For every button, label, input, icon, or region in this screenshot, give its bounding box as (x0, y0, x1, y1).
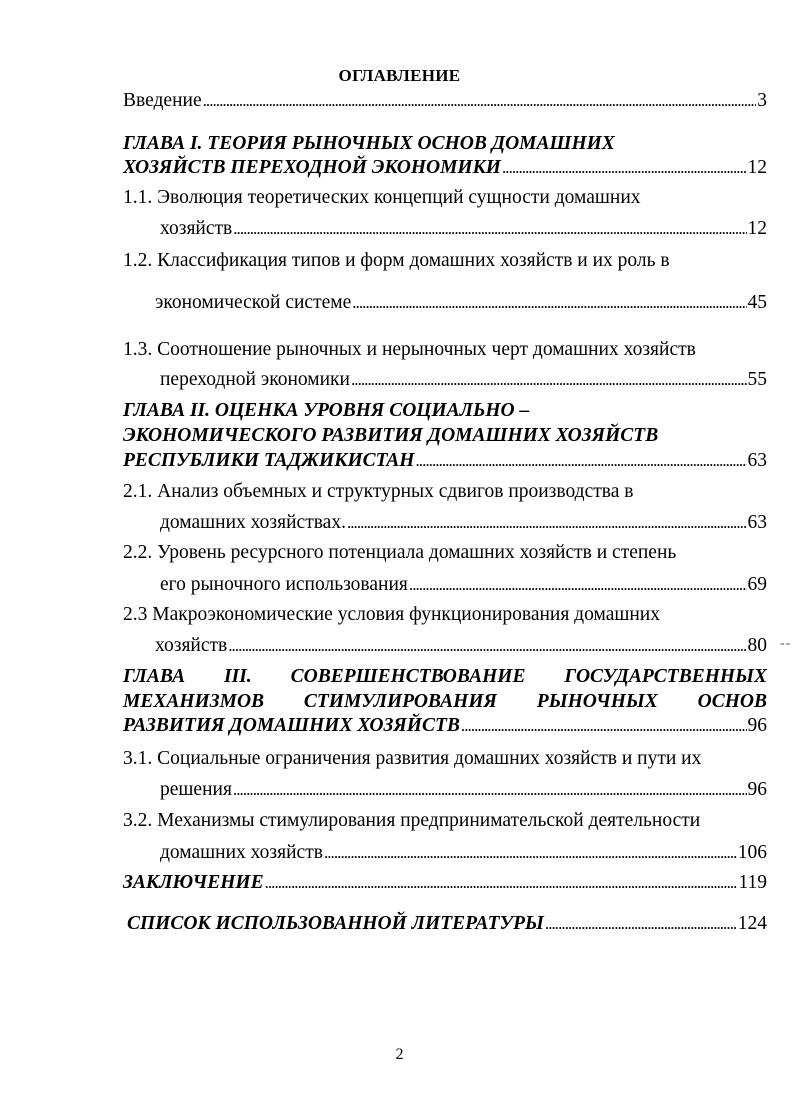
toc-entry-conclusion[interactable] (123, 870, 767, 896)
toc-entry-chapter-1[interactable] (123, 155, 767, 181)
dot-leader (203, 88, 757, 114)
toc-entry-section-1-2[interactable] (155, 290, 767, 316)
toc-entry-section-1-1[interactable] (160, 216, 767, 242)
dot-leader (233, 777, 747, 803)
toc-entry-section-2-3[interactable] (155, 633, 767, 659)
toc-page-number: 96 (747, 779, 767, 800)
dot-leader (351, 367, 747, 393)
toc-title: ОГЛАВЛЕНИЕ (338, 66, 461, 85)
chapter-3-word: ОСНОВ (697, 691, 767, 712)
toc-page-number: 124 (737, 913, 767, 934)
toc-page-number: 63 (747, 450, 767, 471)
chapter-3-word: III. (224, 666, 252, 687)
chapter-3-word: МЕХАНИЗМОВ (123, 691, 265, 712)
toc-page-number: 45 (747, 292, 767, 313)
chapter-1-title-line1: ГЛАВА I. ТЕОРИЯ РЫНОЧНЫХ ОСНОВ ДОМАШНИХ (123, 133, 615, 154)
toc-page-number: 119 (738, 872, 767, 893)
toc-entry-section-2-2[interactable] (160, 572, 767, 598)
toc-page-number: 12 (747, 218, 767, 239)
toc-page-number: 69 (747, 574, 767, 595)
toc-page-number: 106 (737, 842, 767, 863)
dot-leader (233, 216, 746, 242)
chapter-2-title-line1: ГЛАВА II. ОЦЕНКА УРОВНЯ СОЦИАЛЬНО – (123, 400, 530, 421)
chapter-3-word: РЫНОЧНЫХ (536, 691, 658, 712)
section-2-2-line1: 2.2. Уровень ресурсного потенциала домашних хозяйств и степень (123, 542, 677, 563)
dot-leader (324, 840, 737, 866)
section-3-2-line1: 3.2. Механизмы стимулирования предпринимательской деятельности (123, 810, 701, 831)
toc-entry-references[interactable] (127, 911, 767, 937)
section-1-1-line2: хозяйств (160, 218, 233, 239)
section-1-3-line1: 1.3. Соотношение рыночных и нерыночных черт домашних хозяйств (123, 339, 696, 360)
chapter-3-word: СОВЕРШЕНСТВОВАНИЕ (290, 666, 526, 687)
dot-leader (347, 510, 747, 536)
chapter-3-title-line3: РАЗВИТИЯ ДОМАШНИХ ХОЗЯЙСТВ (123, 715, 460, 736)
dot-leader (415, 448, 746, 474)
toc-entry-intro[interactable] (123, 88, 767, 114)
section-1-1-line1: 1.1. Эволюция теоретических концепций сущности домашних (123, 187, 641, 208)
conclusion-title: ЗАКЛЮЧЕНИЕ (123, 872, 264, 893)
dot-leader (502, 155, 747, 181)
toc-entry-chapter-3[interactable] (123, 713, 767, 739)
toc-entry-section-3-1[interactable] (160, 777, 767, 803)
section-2-1-line2: домашних хозяйствах. (160, 512, 346, 533)
toc-entry-section-3-2[interactable] (160, 840, 767, 866)
dot-leader (265, 870, 738, 896)
chapter-3-title-line1 (123, 664, 767, 690)
chapter-1-title-line2: ХОЗЯЙСТВ ПЕРЕХОДНОЙ ЭКОНОМИКИ (123, 157, 501, 178)
toc-page-number: 55 (747, 369, 767, 390)
chapter-3-word: СТИМУЛИРОВАНИЯ (303, 691, 497, 712)
toc-page-number: 12 (747, 157, 767, 178)
chapter-2-title-line3: РЕСПУБЛИКИ ТАДЖИКИСТАН (123, 450, 415, 471)
references-title: СПИСОК ИСПОЛЬЗОВАННОЙ ЛИТЕРАТУРЫ (127, 913, 544, 934)
toc-entry-section-2-1[interactable] (160, 510, 767, 536)
section-3-2-line2: домашних хозяйств (160, 842, 323, 863)
section-3-1-line2: решения (160, 779, 232, 800)
section-1-3-line2: переходной экономики (160, 369, 350, 390)
chapter-3-word: ГОСУДАРСТВЕННЫХ (564, 666, 767, 687)
dot-leader (352, 290, 746, 316)
section-3-1-line1: 3.1. Социальные ограничения развития домашних хозяйств и пути их (123, 748, 702, 769)
dot-leader (545, 911, 737, 937)
dot-leader (228, 633, 746, 659)
section-1-2-line2: экономической системе (155, 292, 352, 313)
chapter-3-title-line2 (123, 689, 767, 715)
dot-leader (461, 713, 747, 739)
margin-mark: -- (780, 636, 792, 651)
toc-entry-label: Введение (123, 90, 202, 111)
section-2-1-line1: 2.1. Анализ объемных и структурных сдвигов производства в (123, 481, 634, 502)
chapter-3-word: ГЛАВА (123, 666, 186, 687)
toc-entry-chapter-2[interactable] (123, 448, 767, 474)
page-number: 2 (395, 1046, 404, 1063)
dot-leader (409, 572, 747, 598)
section-2-2-line2: его рыночного использования (160, 574, 408, 595)
toc-entry-section-1-3[interactable] (160, 367, 767, 393)
chapter-2-title-line2: ЭКОНОМИЧЕСКОГО РАЗВИТИЯ ДОМАШНИХ ХОЗЯЙСТВ (123, 425, 659, 446)
toc-page-number: 96 (747, 715, 767, 736)
toc-page-number: 80 (747, 635, 767, 656)
toc-page-number: 3 (757, 90, 767, 111)
section-2-3-line2: хозяйств (155, 635, 228, 656)
section-2-3-line1: 2.3 Макроэкономические условия функционирования домашних (123, 604, 660, 625)
section-1-2-line1: 1.2. Классификация типов и форм домашних хозяйств и их роль в (123, 250, 670, 271)
toc-page-number: 63 (747, 512, 767, 533)
